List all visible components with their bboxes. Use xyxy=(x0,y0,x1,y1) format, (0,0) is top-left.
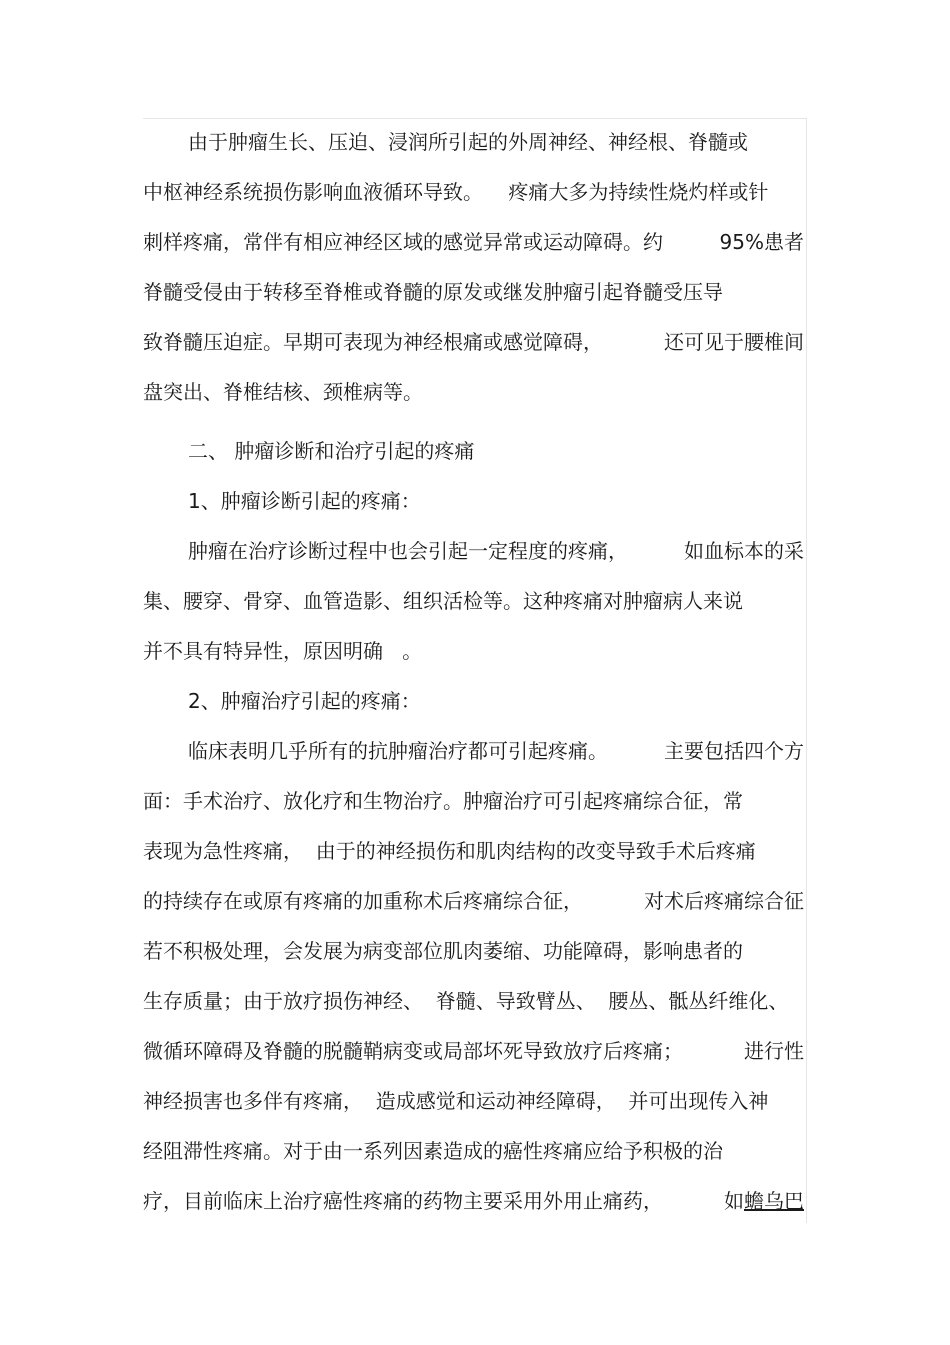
text-line xyxy=(143,277,806,307)
line-text: 集、腰穿、骨穿、血管造影、组织活检等。这种疼痛对肿瘤病人来说 xyxy=(143,589,743,613)
line-text: 二、 肿瘤诊断和治疗引起的疼痛 xyxy=(188,439,475,463)
text-line xyxy=(143,836,806,866)
line-text-right: 如血标本的采 xyxy=(684,539,804,563)
line-text: 面：手术治疗、放化疗和生物治疗。肿瘤治疗可引起疼痛综合征，常 xyxy=(143,789,743,813)
page-frame-right xyxy=(806,118,807,1223)
text-line xyxy=(143,686,806,716)
line-text: 刺样疼痛，常伴有相应神经区域的感觉异常或运动障碍。约 xyxy=(143,230,663,254)
line-text: 若不积极处理，会发展为病变部位肌肉萎缩、功能障碍，影响患者的 xyxy=(143,939,743,963)
text-line xyxy=(143,586,806,616)
line-text: 中枢神经系统损伤影响血液循环导致。 疼痛大多为持续性烧灼样或针 xyxy=(143,180,769,204)
line-text-right: 对术后疼痛综合征 xyxy=(644,889,804,913)
line-text: 经阻滞性疼痛。对于由一系列因素造成的癌性疼痛应给予积极的治 xyxy=(143,1139,723,1163)
text-line xyxy=(143,1036,806,1066)
text-line xyxy=(143,536,806,566)
line-text: 的持续存在或原有疼痛的加重称术后疼痛综合征， xyxy=(143,889,583,913)
text-line xyxy=(143,1186,806,1216)
line-text-prefix: 如 xyxy=(724,1189,744,1213)
line-text: 脊髓受侵由于转移至脊椎或脊髓的原发或继发肿瘤引起脊髓受压导 xyxy=(143,280,723,304)
line-text: 盘突出、脊椎结核、颈椎病等。 xyxy=(143,380,423,404)
text-line xyxy=(143,886,806,916)
text-line xyxy=(143,327,806,357)
line-text: 生存质量；由于放疗损伤神经、 脊髓、导致臂丛、 腰丛、骶丛纤维化、 xyxy=(143,989,789,1013)
text-line xyxy=(143,377,806,407)
text-line xyxy=(143,177,806,207)
text-line xyxy=(143,736,806,766)
line-text-right: 主要包括四个方 xyxy=(664,739,804,763)
underlined-drug-name: 蟾乌巴 xyxy=(744,1189,804,1213)
line-text: 由于肿瘤生长、压迫、浸润所引起的外周神经、神经根、脊髓或 xyxy=(188,130,748,154)
line-text: 临床表明几乎所有的抗肿瘤治疗都可引起疼痛。 xyxy=(188,739,608,763)
line-text: 疗，目前临床上治疗癌性疼痛的药物主要采用外用止痛药， xyxy=(143,1189,663,1213)
line-text-right: 进行性 xyxy=(744,1039,804,1063)
text-line xyxy=(143,127,806,157)
line-text: 表现为急性疼痛， 由于的神经损伤和肌肉结构的改变导致手术后疼痛 xyxy=(143,839,756,863)
text-line xyxy=(143,1136,806,1166)
text-line xyxy=(143,227,806,257)
line-text: 微循环障碍及脊髓的脱髓鞘病变或局部坏死导致放疗后疼痛； xyxy=(143,1039,683,1063)
text-line xyxy=(143,436,806,466)
line-text-right xyxy=(724,1186,804,1216)
text-line xyxy=(143,636,806,666)
line-text-right: 95%患者 xyxy=(719,230,804,254)
text-line xyxy=(143,986,806,1016)
text-line xyxy=(143,936,806,966)
line-text: 肿瘤在治疗诊断过程中也会引起一定程度的疼痛， xyxy=(188,539,628,563)
line-text: 1、肿瘤诊断引起的疼痛： xyxy=(188,489,421,513)
page-frame-top xyxy=(143,118,806,119)
line-text: 2、肿瘤治疗引起的疼痛： xyxy=(188,689,421,713)
line-text: 致脊髓压迫症。早期可表现为神经根痛或感觉障碍， xyxy=(143,330,603,354)
line-text: 神经损害也多伴有疼痛， 造成感觉和运动神经障碍， 并可出现传入神 xyxy=(143,1089,769,1113)
text-line xyxy=(143,486,806,516)
text-line xyxy=(143,1086,806,1116)
line-text-right: 还可见于腰椎间 xyxy=(664,330,804,354)
text-line xyxy=(143,786,806,816)
line-text: 并不具有特异性，原因明确 。 xyxy=(143,639,423,663)
